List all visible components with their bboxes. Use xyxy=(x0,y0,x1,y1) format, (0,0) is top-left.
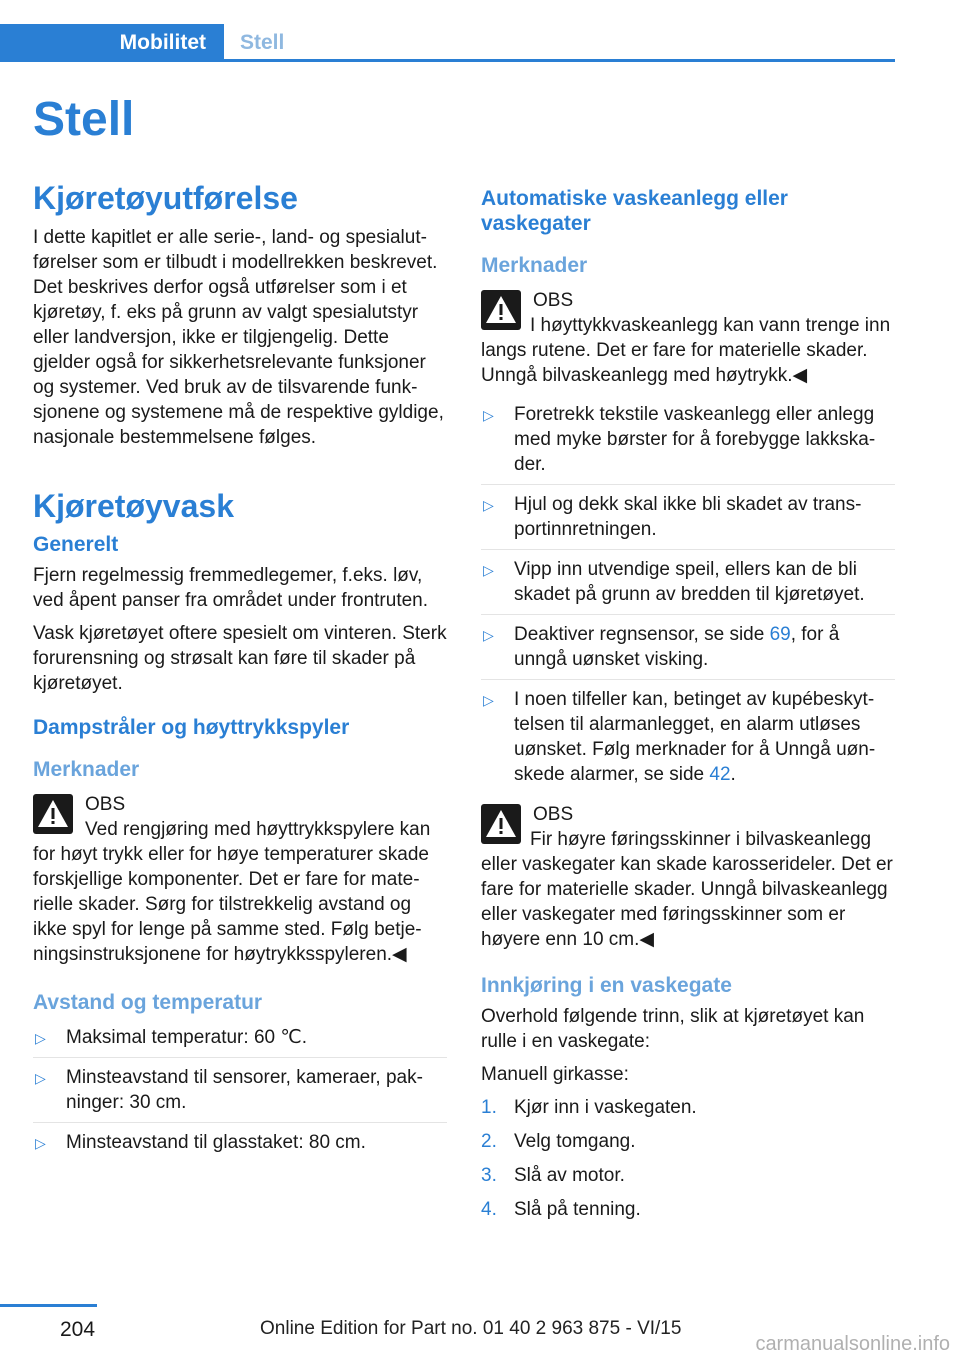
heading-generelt: Generelt xyxy=(33,533,119,556)
vaskeanlegg-list xyxy=(481,402,895,794)
list-item xyxy=(481,1129,895,1161)
heading-dampstraler: Dampstråler og høyttrykkspyler xyxy=(33,716,350,739)
warning-text-body: I høyttykkvaskeanlegg kan vann trenge inn langs rutene. Det er fare for materielle skader. Unngå bilvaskeanlegg med høytrykk.◀ xyxy=(481,315,891,386)
list-item-text: Minsteavstand til sensorer, kameraer, pakninger: 30 cm. xyxy=(66,1067,423,1113)
step-number: 2. xyxy=(481,1131,497,1152)
tab-mobilitet[interactable]: Mobilitet xyxy=(0,24,224,62)
warning-triangle-icon xyxy=(33,794,73,834)
edition-text: Online Edition for Part no. 01 40 2 963 875 - VI/15 xyxy=(260,1318,682,1339)
page-link-42[interactable]: 42 xyxy=(709,764,731,785)
page-number: 204 xyxy=(60,1318,96,1341)
avstand-list xyxy=(33,1025,447,1162)
list-item-text: Minsteavstand til glasstaket: 80 cm. xyxy=(66,1132,366,1153)
bullet-triangle-icon: ▷ xyxy=(483,407,494,423)
warning-title: OBS xyxy=(85,794,126,815)
heading-merknader-left: Merknader xyxy=(33,758,140,781)
steps-list xyxy=(481,1095,895,1229)
header-rule xyxy=(0,59,895,62)
list-item-text: Deaktiver regnsensor, se side xyxy=(514,624,770,645)
page-link-69[interactable]: 69 xyxy=(769,624,791,645)
list-item-text: . xyxy=(730,764,736,785)
step-text: Velg tomgang. xyxy=(514,1131,636,1152)
step-number: 1. xyxy=(481,1097,497,1118)
list-item xyxy=(481,687,895,794)
bullet-triangle-icon: ▷ xyxy=(483,627,494,643)
generelt-paragraph-2: Vask kjøretøyet oftere spesielt om vinteren. Sterk forurensning og strøsalt kan føre til skader på kjøretøyet. xyxy=(33,623,447,694)
left-column xyxy=(33,180,447,1170)
list-item xyxy=(33,1025,447,1058)
heading-kjoretoyutforelse: Kjøretøyutførelse xyxy=(33,180,298,216)
heading-merknader-right: Merknader xyxy=(481,254,588,277)
bullet-triangle-icon: ▷ xyxy=(483,692,494,708)
right-column xyxy=(481,186,895,1237)
page-title: Stell xyxy=(33,93,135,146)
innkjoring-paragraph: Overhold følgende trinn, slik at kjøretøyet kan rulle i en vaskegate: xyxy=(481,1006,865,1052)
bullet-triangle-icon: ▷ xyxy=(483,562,494,578)
warning-box-right-2 xyxy=(481,802,895,952)
step-number: 3. xyxy=(481,1165,497,1186)
header-bar xyxy=(0,24,895,62)
manuell-girkasse: Manuell girkasse: xyxy=(481,1064,629,1085)
warning-text xyxy=(481,313,895,388)
list-item xyxy=(481,1163,895,1195)
bullet-triangle-icon: ▷ xyxy=(35,1030,46,1046)
step-text: Slå på tenning. xyxy=(514,1199,641,1220)
warning-text xyxy=(33,817,447,967)
step-text: Slå av motor. xyxy=(514,1165,625,1186)
list-item-text: , for å unngå uønsket visking. xyxy=(514,624,840,670)
list-item-text: Hjul og dekk skal ikke bli skadet av transportinnretningen. xyxy=(514,494,862,540)
warning-text-body: Ved rengjøring med høyttrykkspylere kan for høyt trykk eller for høye temperaturer skade forskjellige komponenter. Det er fare for materielle skader. Sørg for tilstrekkelig avstand og ikke spyl for lenge på samme sted. Følg betjeningsinstruksjonene for høytrykksspyleren.◀ xyxy=(33,819,431,965)
list-item xyxy=(481,557,895,615)
list-item-text: Maksimal temperatur: 60 ℃. xyxy=(66,1027,307,1048)
list-item-text: Foretrekk tekstile vaskeanlegg eller anlegg med myke børster for å forebygge lakkskader. xyxy=(514,404,876,475)
warning-box-left xyxy=(33,792,447,967)
bullet-triangle-icon: ▷ xyxy=(483,497,494,513)
warning-title: OBS xyxy=(533,290,574,311)
list-item xyxy=(33,1130,447,1162)
warning-triangle-icon xyxy=(481,290,521,330)
intro-paragraph: I dette kapitlet er alle serie-, land- og spesialutførelser som er tilbudt i modellrekken beskrevet. Det beskrives derfor også utførelser som i et kjøretøy, f. eks på grunn av valgt spesialutstyr eller landversjon, ikke er tilgjengelig. Dette gjelder også for sikkerhetsrelevante funksjoner og systemer. Ved bruk av de tilsvarende funksjonene og systemene må de respektive gyldige, nasjonale bestemmelsene følges. xyxy=(33,227,444,448)
step-number: 4. xyxy=(481,1199,497,1220)
warning-text xyxy=(481,827,895,952)
warning-title: OBS xyxy=(533,804,574,825)
watermark: carmanualsonline.info xyxy=(755,1333,950,1355)
bullet-triangle-icon: ▷ xyxy=(35,1135,46,1151)
list-item xyxy=(33,1065,447,1123)
warning-box-right-1 xyxy=(481,288,895,388)
list-item-text: Vipp inn utvendige speil, ellers kan de bli skadet på grunn av bredden til kjøretøyet. xyxy=(514,559,865,605)
list-item xyxy=(481,402,895,485)
heading-innkjoring: Innkjøring i en vaskegate xyxy=(481,974,732,997)
list-item-text: I noen tilfeller kan, betinget av kupébeskyttelsen til alarmanlegget, en alarm utløses uønsket. Følg merknader for å Unngå uønskede alarmer, se side xyxy=(514,689,876,785)
generelt-paragraph-1: Fjern regelmessig fremmedlegemer, f.eks. løv, ved åpent panser fra området under frontruten. xyxy=(33,565,429,611)
bullet-triangle-icon: ▷ xyxy=(35,1070,46,1086)
list-item xyxy=(481,622,895,680)
heading-automatiske-vaskeanlegg: Automatiske vaskeanlegg eller vaskegater xyxy=(481,187,788,235)
tab-stell[interactable]: Stell xyxy=(240,31,285,54)
warning-triangle-icon xyxy=(481,804,521,844)
list-item xyxy=(481,1095,895,1127)
heading-kjoretoyvask: Kjøretøyvask xyxy=(33,488,234,524)
footer-rule xyxy=(0,1304,97,1307)
step-text: Kjør inn i vaskegaten. xyxy=(514,1097,697,1118)
heading-avstand: Avstand og temperatur xyxy=(33,991,263,1014)
warning-text-body: Fir høyre føringsskinner i bilvaskeanlegg eller vaskegater kan skade karosserideler. Det er fare for materielle skader. Unngå bilvaskeanlegg eller vaskegater med føringsskinner som er høyere enn 10 cm.◀ xyxy=(481,829,893,950)
list-item xyxy=(481,1197,895,1229)
list-item xyxy=(481,492,895,550)
